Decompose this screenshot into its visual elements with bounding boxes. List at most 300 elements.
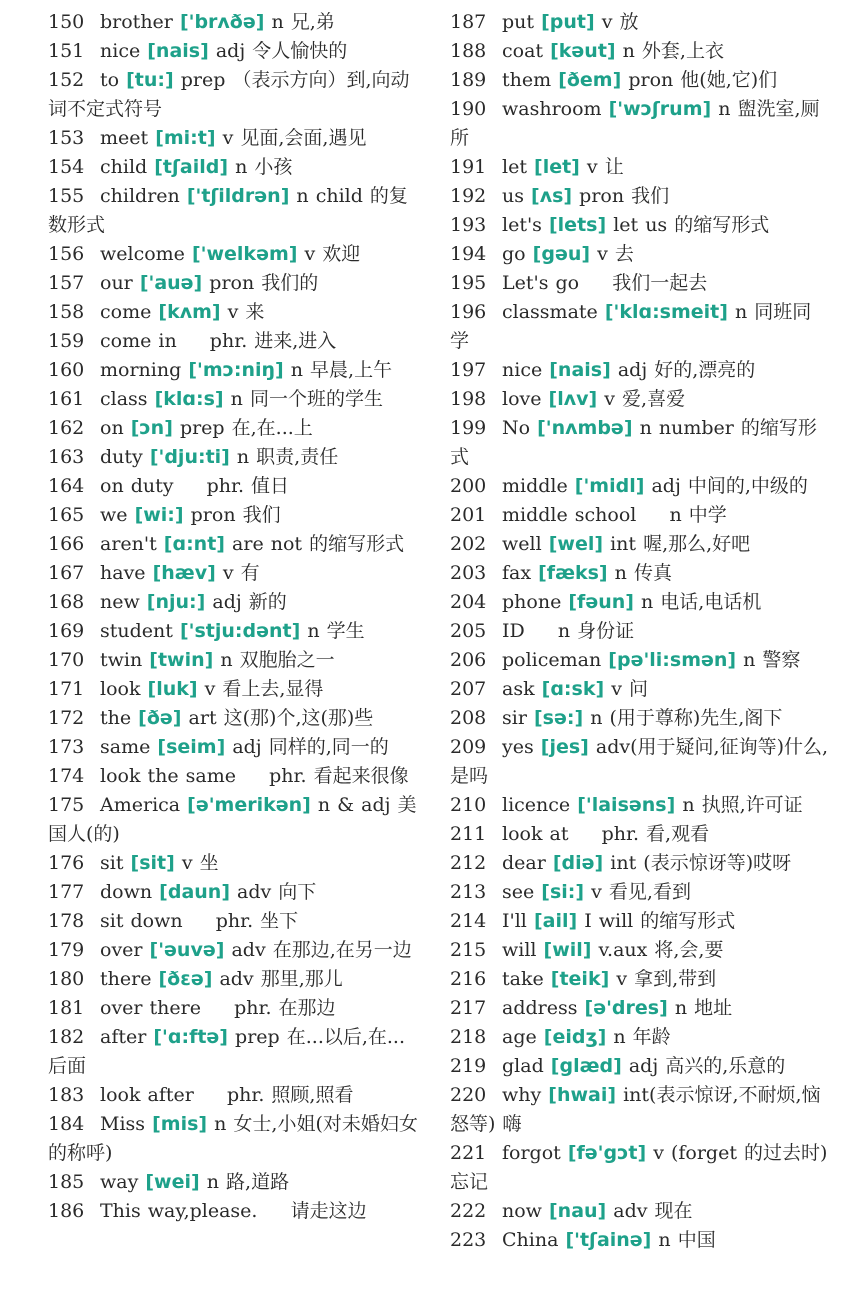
- entry-number: 202: [450, 533, 487, 555]
- entry-number: 189: [450, 69, 487, 91]
- vocab-entry: [48, 1081, 418, 1110]
- entry-word: yes: [502, 736, 534, 758]
- entry-word: I'll: [502, 910, 527, 932]
- entry-definition: v.aux 将,会,要: [598, 939, 724, 961]
- entry-definition: adj 高兴的,乐意的: [628, 1055, 786, 1077]
- entry-definition: n 小孩: [235, 156, 293, 178]
- entry-definition: phr. 看,观看: [601, 823, 710, 845]
- entry-phonetic: [diə]: [552, 852, 604, 874]
- entry-number: 190: [450, 98, 487, 120]
- vocab-entry: [450, 211, 830, 240]
- vocab-entry: [48, 298, 418, 327]
- entry-number: 186: [48, 1200, 85, 1222]
- entry-number: 161: [48, 388, 85, 410]
- vocab-entry: [48, 385, 418, 414]
- vocab-entry: [450, 1081, 830, 1139]
- entry-phonetic: [pə'li:smən]: [608, 649, 737, 671]
- vocab-entry: [48, 733, 418, 762]
- entry-definition: are not 的缩写形式: [232, 533, 405, 555]
- entry-word: brother: [100, 11, 173, 33]
- vocab-entry: [48, 124, 418, 153]
- entry-word: them: [502, 69, 552, 91]
- entry-phonetic: ['dju:ti]: [149, 446, 230, 468]
- entry-phonetic: ['tʃildrən]: [186, 185, 290, 207]
- entry-number: 198: [450, 388, 487, 410]
- entry-definition: adv 向下: [237, 881, 317, 903]
- entry-definition: I will 的缩写形式: [584, 910, 736, 932]
- entry-number: 197: [450, 359, 487, 381]
- entry-definition: n 职责,责任: [236, 446, 339, 468]
- entry-phonetic: [seim]: [157, 736, 226, 758]
- entry-definition: n 同班同学: [450, 301, 812, 352]
- vocab-entry: [48, 414, 418, 443]
- entry-definition: v 看见,看到: [591, 881, 691, 903]
- entry-phonetic: [fæks]: [538, 562, 608, 584]
- entry-definition: n & adj 美国人(的): [48, 794, 417, 845]
- entry-number: 199: [450, 417, 487, 439]
- entry-phonetic: ['nʌmbə]: [537, 417, 633, 439]
- vocab-entry: [450, 617, 830, 646]
- entry-definition: phr. 值日: [206, 475, 290, 497]
- entry-word: nice: [502, 359, 543, 381]
- entry-phonetic: [lʌv]: [548, 388, 598, 410]
- entry-word: now: [502, 1200, 542, 1222]
- vocab-entry: [450, 530, 830, 559]
- entry-definition: n child 的复数形式: [48, 185, 408, 236]
- entry-word: coat: [502, 40, 544, 62]
- vocab-entry: [450, 95, 830, 153]
- entry-word: No: [502, 417, 531, 439]
- entry-word: aren't: [100, 533, 157, 555]
- entry-word: let: [502, 156, 527, 178]
- entry-number: 187: [450, 11, 487, 33]
- entry-word: forgot: [502, 1142, 561, 1164]
- entry-word: to: [100, 69, 120, 91]
- entry-definition: phr. 照顾,照看: [226, 1084, 354, 1106]
- vocab-entry: [450, 936, 830, 965]
- entry-number: 155: [48, 185, 85, 207]
- entry-word: let's: [502, 214, 542, 236]
- entry-number: 158: [48, 301, 85, 323]
- entry-word: washroom: [502, 98, 602, 120]
- entry-phonetic: [ə'merikən]: [187, 794, 311, 816]
- entry-number: 154: [48, 156, 85, 178]
- vocab-entry: [450, 182, 830, 211]
- entry-word: classmate: [502, 301, 598, 323]
- entry-word: will: [502, 939, 537, 961]
- entry-definition: 我们一起去: [612, 272, 708, 294]
- vocab-entry: [450, 907, 830, 936]
- entry-definition: adv 现在: [613, 1200, 693, 1222]
- entry-definition: n (用于尊称)先生,阁下: [590, 707, 783, 729]
- entry-word: on: [100, 417, 124, 439]
- entry-phonetic: [gəu]: [532, 243, 591, 265]
- entry-word: ask: [502, 678, 535, 700]
- entry-definition: adv(用于疑问,征询等)什么,是吗: [450, 736, 829, 787]
- entry-definition: n 女士,小姐(对未婚妇女的称呼): [48, 1113, 418, 1164]
- entry-number: 181: [48, 997, 85, 1019]
- entry-number: 188: [450, 40, 487, 62]
- entry-definition: v 拿到,带到: [616, 968, 717, 990]
- vocab-entry: [48, 849, 418, 878]
- vocab-entry: [48, 182, 418, 240]
- entry-number: 194: [450, 243, 487, 265]
- entry-word: same: [100, 736, 151, 758]
- entry-phonetic: ['ɑ:ftə]: [153, 1026, 228, 1048]
- entry-phonetic: [wi:]: [134, 504, 184, 526]
- entry-definition: n 地址: [674, 997, 733, 1019]
- entry-definition: v 看上去,显得: [204, 678, 324, 700]
- entry-number: 165: [48, 504, 85, 526]
- vocab-entry: [450, 269, 830, 298]
- entry-definition: v 有: [222, 562, 260, 584]
- entry-definition: n 身份证: [557, 620, 635, 642]
- vocab-entry: [48, 762, 418, 791]
- vocab-entry: [48, 588, 418, 617]
- vocab-entry: [48, 791, 418, 849]
- entry-phonetic: [kʌm]: [158, 301, 221, 323]
- entry-number: 176: [48, 852, 85, 874]
- vocab-entry: [48, 1197, 418, 1226]
- entry-definition: n 双胞胎之一: [220, 649, 335, 671]
- entry-number: 200: [450, 475, 487, 497]
- vocab-entry: [450, 356, 830, 385]
- entry-definition: phr. 坐下: [215, 910, 299, 932]
- entry-word: our: [100, 272, 133, 294]
- entry-phonetic: [put]: [541, 11, 595, 33]
- vocab-entry: [48, 907, 418, 936]
- entry-definition: n 传真: [614, 562, 672, 584]
- entry-phonetic: ['auə]: [139, 272, 203, 294]
- entry-definition: pron 我们的: [209, 272, 319, 294]
- entry-phonetic: [let]: [534, 156, 580, 178]
- entry-number: 170: [48, 649, 85, 671]
- entry-word: welcome: [100, 243, 185, 265]
- entry-definition: prep 在...以后,在...后面: [48, 1026, 406, 1077]
- entry-definition: n 警察: [743, 649, 801, 671]
- entry-word: after: [100, 1026, 147, 1048]
- entry-phonetic: [ɑ:sk]: [541, 678, 605, 700]
- entry-phonetic: [mis]: [152, 1113, 208, 1135]
- entry-number: 203: [450, 562, 487, 584]
- vocab-entry: [48, 153, 418, 182]
- entry-word: go: [502, 243, 526, 265]
- entry-phonetic: [hæv]: [152, 562, 216, 584]
- entry-word: over: [100, 939, 143, 961]
- vocab-entry: [48, 1023, 418, 1081]
- entry-number: 177: [48, 881, 85, 903]
- vocab-entry: [450, 791, 830, 820]
- entry-word: Miss: [100, 1113, 146, 1135]
- entry-word: look after: [100, 1084, 194, 1106]
- vocab-entry: [48, 675, 418, 704]
- entry-number: 184: [48, 1113, 85, 1135]
- entry-phonetic: [nais]: [147, 40, 209, 62]
- entry-number: 206: [450, 649, 487, 671]
- entry-phonetic: ['laisəns]: [577, 794, 676, 816]
- entry-phonetic: [daun]: [159, 881, 230, 903]
- vocab-entry: [48, 994, 418, 1023]
- entry-phonetic: [tu:]: [126, 69, 174, 91]
- entry-number: 212: [450, 852, 487, 874]
- entry-word: phone: [502, 591, 562, 613]
- entry-definition: n number 的缩写形式: [450, 417, 817, 468]
- entry-word: well: [502, 533, 542, 555]
- entry-phonetic: ['əuvə]: [149, 939, 225, 961]
- entry-word: us: [502, 185, 524, 207]
- entry-number: 218: [450, 1026, 487, 1048]
- left-column: [48, 8, 418, 1226]
- entry-definition: n 电话,电话机: [641, 591, 762, 613]
- entry-definition: phr. 在那边: [234, 997, 336, 1019]
- entry-definition: n 中学: [669, 504, 727, 526]
- entry-phonetic: [ail]: [533, 910, 578, 932]
- entry-number: 222: [450, 1200, 487, 1222]
- entry-definition: v 放: [601, 11, 639, 33]
- entry-number: 168: [48, 591, 85, 613]
- entry-definition: art 这(那)个,这(那)些: [188, 707, 374, 729]
- entry-word: student: [100, 620, 173, 642]
- entry-word: look the same: [100, 765, 237, 787]
- vocab-entry: [48, 878, 418, 907]
- entry-number: 207: [450, 678, 487, 700]
- entry-number: 169: [48, 620, 85, 642]
- vocab-entry: [48, 559, 418, 588]
- entry-word: middle: [502, 475, 568, 497]
- entry-number: 215: [450, 939, 487, 961]
- vocab-entry: [450, 298, 830, 356]
- entry-word: class: [100, 388, 148, 410]
- entry-definition: v 让: [586, 156, 624, 178]
- entry-number: 211: [450, 823, 487, 845]
- entry-word: see: [502, 881, 535, 903]
- entry-word: meet: [100, 127, 149, 149]
- entry-number: 182: [48, 1026, 85, 1048]
- entry-number: 185: [48, 1171, 85, 1193]
- entry-word: look at: [502, 823, 569, 845]
- vocab-entry: [48, 66, 418, 124]
- entry-number: 178: [48, 910, 85, 932]
- entry-definition: adj 同样的,同一的: [232, 736, 389, 758]
- entry-number: 163: [48, 446, 85, 468]
- entry-definition: let us 的缩写形式: [613, 214, 770, 236]
- entry-word: love: [502, 388, 542, 410]
- vocab-entry: [48, 501, 418, 530]
- entry-number: 221: [450, 1142, 487, 1164]
- vocab-entry: [48, 356, 418, 385]
- entry-phonetic: [eidʒ]: [543, 1026, 607, 1048]
- vocab-entry: [450, 646, 830, 675]
- vocab-entry: [450, 733, 830, 791]
- entry-definition: adv 在那边,在另一边: [231, 939, 412, 961]
- entry-phonetic: [sit]: [130, 852, 175, 874]
- entry-word: there: [100, 968, 152, 990]
- vocab-entry: [450, 849, 830, 878]
- entry-number: 223: [450, 1229, 487, 1251]
- entry-definition: adv 那里,那儿: [219, 968, 343, 990]
- entry-word: America: [100, 794, 181, 816]
- vocab-entry: [450, 820, 830, 849]
- entry-number: 214: [450, 910, 487, 932]
- entry-phonetic: [ðem]: [558, 69, 622, 91]
- vocab-entry: [450, 472, 830, 501]
- entry-word: sir: [502, 707, 527, 729]
- entry-phonetic: [wil]: [543, 939, 592, 961]
- entry-phonetic: ['klɑ:smeit]: [604, 301, 728, 323]
- entry-phonetic: [nju:]: [146, 591, 206, 613]
- vocab-entry: [450, 385, 830, 414]
- entry-phonetic: [wei]: [145, 1171, 200, 1193]
- entry-definition: n 执照,许可证: [682, 794, 803, 816]
- vocab-entry: [48, 704, 418, 733]
- entry-word: take: [502, 968, 544, 990]
- entry-number: 192: [450, 185, 487, 207]
- entry-word: morning: [100, 359, 182, 381]
- entry-definition: n 同一个班的学生: [230, 388, 383, 410]
- entry-word: ID: [502, 620, 525, 642]
- entry-word: policeman: [502, 649, 602, 671]
- entry-word: put: [502, 11, 535, 33]
- entry-word: address: [502, 997, 578, 1019]
- vocab-entry: [450, 501, 830, 530]
- entry-phonetic: [luk]: [147, 678, 198, 700]
- entry-number: 191: [450, 156, 487, 178]
- entry-phonetic: ['stju:dənt]: [179, 620, 301, 642]
- vocab-entry: [450, 1052, 830, 1081]
- entry-number: 164: [48, 475, 85, 497]
- entry-number: 150: [48, 11, 85, 33]
- entry-word: glad: [502, 1055, 544, 1077]
- entry-word: over there: [100, 997, 201, 1019]
- entry-definition: int(表示惊讶,不耐烦,恼怒等) 嗨: [450, 1084, 821, 1135]
- entry-phonetic: [klɑ:s]: [154, 388, 224, 410]
- entry-word: have: [100, 562, 146, 584]
- entry-definition: pron 他(她,它)们: [628, 69, 778, 91]
- entry-number: 195: [450, 272, 487, 294]
- vocab-entry: [450, 675, 830, 704]
- entry-phonetic: ['mɔ:niŋ]: [188, 359, 284, 381]
- vocab-entry: [48, 8, 418, 37]
- vocab-entry: [450, 37, 830, 66]
- entry-phonetic: [ðə]: [138, 707, 182, 729]
- entry-phonetic: [jes]: [540, 736, 589, 758]
- vocab-entry: [48, 472, 418, 501]
- entry-word: Let's go: [502, 272, 580, 294]
- entry-number: 208: [450, 707, 487, 729]
- entry-definition: int (表示惊讶等)哎呀: [610, 852, 792, 874]
- vocab-entry: [450, 965, 830, 994]
- entry-number: 152: [48, 69, 85, 91]
- entry-word: dear: [502, 852, 546, 874]
- entry-phonetic: [ðɛə]: [158, 968, 213, 990]
- entry-number: 171: [48, 678, 85, 700]
- entry-number: 183: [48, 1084, 85, 1106]
- entry-number: 160: [48, 359, 85, 381]
- entry-definition: n 中国: [658, 1229, 716, 1251]
- entry-phonetic: [nau]: [549, 1200, 607, 1222]
- entry-number: 216: [450, 968, 487, 990]
- entry-phonetic: [hwai]: [548, 1084, 617, 1106]
- vocab-entry: [450, 878, 830, 907]
- entry-definition: n 兄,弟: [271, 11, 335, 33]
- entry-definition: v 来: [227, 301, 265, 323]
- entry-phonetic: ['wɔʃrum]: [608, 98, 712, 120]
- entry-number: 151: [48, 40, 85, 62]
- entry-phonetic: ['welkəm]: [191, 243, 298, 265]
- entry-word: children: [100, 185, 180, 207]
- entry-definition: int 喔,那么,好吧: [610, 533, 751, 555]
- entry-definition: v 问: [611, 678, 648, 700]
- entry-word: China: [502, 1229, 559, 1251]
- entry-phonetic: [fə'gɔt]: [567, 1142, 647, 1164]
- entry-phonetic: [ɑ:nt]: [163, 533, 225, 555]
- vocab-entry: [450, 588, 830, 617]
- vocab-entry: [48, 327, 418, 356]
- entry-phonetic: [lets]: [548, 214, 607, 236]
- entry-definition: prep （表示方向）到,向动词不定式符号: [48, 69, 410, 120]
- entry-phonetic: [mi:t]: [155, 127, 216, 149]
- entry-number: 193: [450, 214, 487, 236]
- vocab-entry: [48, 617, 418, 646]
- entry-number: 175: [48, 794, 85, 816]
- vocab-entry: [48, 936, 418, 965]
- vocab-entry: [450, 240, 830, 269]
- entry-definition: pron 我们: [190, 504, 281, 526]
- vocab-entry: [48, 646, 418, 675]
- entry-phonetic: [sə:]: [533, 707, 584, 729]
- entry-word: age: [502, 1026, 537, 1048]
- vocab-entry: [48, 1110, 418, 1168]
- entry-phonetic: ['midl]: [574, 475, 645, 497]
- entry-definition: n 外套,上衣: [622, 40, 724, 62]
- entry-phonetic: [teik]: [550, 968, 610, 990]
- entry-word: fax: [502, 562, 532, 584]
- entry-definition: v 去: [597, 243, 634, 265]
- entry-number: 159: [48, 330, 85, 352]
- entry-definition: v 欢迎: [304, 243, 361, 265]
- entry-word: new: [100, 591, 140, 613]
- entry-definition: v 爱,喜爱: [604, 388, 686, 410]
- vocab-entry: [450, 1197, 830, 1226]
- vocab-entry: [48, 1168, 418, 1197]
- vocab-entry: [48, 240, 418, 269]
- entry-phonetic: [ʌs]: [531, 185, 573, 207]
- entry-definition: adj 好的,漂亮的: [617, 359, 756, 381]
- entry-word: sit: [100, 852, 124, 874]
- entry-phonetic: [glæd]: [550, 1055, 622, 1077]
- entry-number: 209: [450, 736, 487, 758]
- entry-word: twin: [100, 649, 143, 671]
- entry-word: child: [100, 156, 148, 178]
- entry-phonetic: [twin]: [149, 649, 214, 671]
- entry-definition: pron 我们: [579, 185, 670, 207]
- entry-number: 167: [48, 562, 85, 584]
- vocab-entry: [450, 559, 830, 588]
- vocab-entry: [450, 66, 830, 95]
- entry-word: way: [100, 1171, 139, 1193]
- entry-word: down: [100, 881, 153, 903]
- entry-word: we: [100, 504, 128, 526]
- entry-number: 205: [450, 620, 487, 642]
- entry-phonetic: [fəun]: [568, 591, 634, 613]
- vocab-entry: [450, 994, 830, 1023]
- entry-number: 162: [48, 417, 85, 439]
- right-column: [450, 8, 830, 1255]
- entry-phonetic: [nais]: [549, 359, 611, 381]
- entry-definition: n 早晨,上午: [290, 359, 393, 381]
- entry-definition: prep 在,在...上: [179, 417, 313, 439]
- entry-phonetic: ['tʃainə]: [565, 1229, 652, 1251]
